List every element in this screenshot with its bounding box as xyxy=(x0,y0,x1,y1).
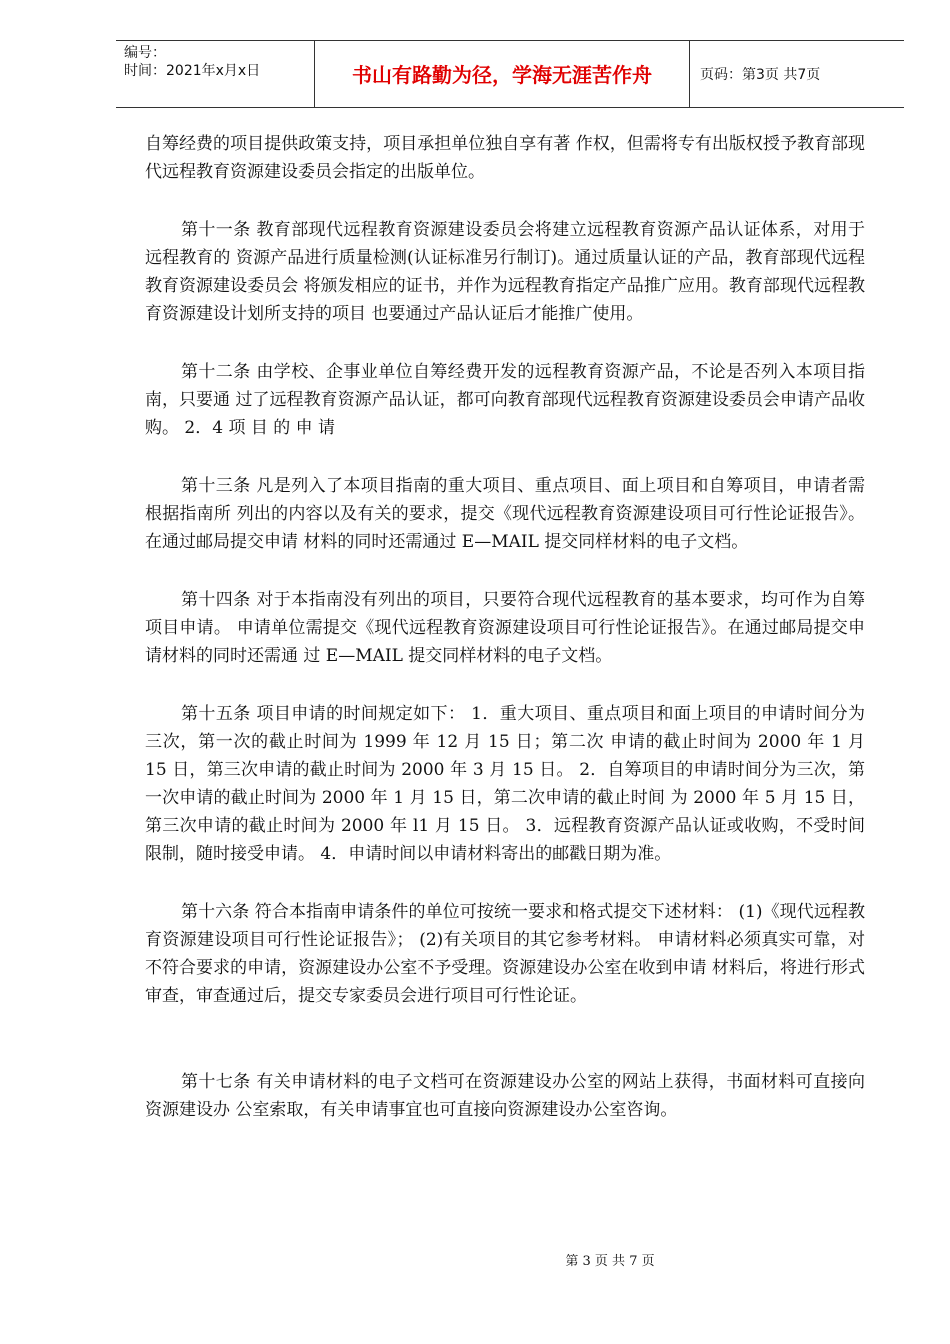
header-page-info: 页码：第3页 共7页 xyxy=(700,67,821,83)
paragraph-article-17: 第十七条 有关申请材料的电子文档可在资源建设办公室的网站上获得，书面材料可直接向资源建设办 公室索取，有关申请事宜也可直接向资源建设办公室咨询。 xyxy=(145,1072,865,1120)
document-number-label: 编号： xyxy=(124,45,166,61)
header-middle-cell xyxy=(315,41,690,107)
paragraph-article-15: 第十五条 项目申请的时间规定如下： 1．重大项目、重点项目和面上项目的申请时间分为三次，第一次的截止时间为 1999 年 12 月 15 日；第二次 申请的截止时间为 2000 年 1 月 15 日，第三次申请的截止时间为 2000 年 3 月 15 日。 2．自筹项目的申请时间分为三次，第一次申请的截止时间为 2000 年 1 月 15 日，第二次申请的截止时间 为 2000 年 5 月 15 日，第三次申请的截止时间为 2000 年 l1 月 15 日。 3．远程教育资源产品认证或收购，不受时间限制，随时接受申请。 4．申请时间以申请材料寄出的邮戳日期为准。 xyxy=(145,704,865,864)
page-header xyxy=(116,40,904,108)
page-footer: 第 3 页 共 7 页 xyxy=(565,1254,655,1269)
paragraph-article-16: 第十六条 符合本指南申请条件的单位可按统一要求和格式提交下述材料： (1)《现代远程教育资源建设项目可行性论证报告》； (2)有关项目的其它参考材料。 申请材料必须真实可靠，对不符合要求的申请，资源建设办公室不予受理。资源建设办公室在收到申请 材料后，将进行形式审查，审查通过后，提交专家委员会进行项目可行性论证。 xyxy=(145,902,865,1006)
header-left-cell xyxy=(116,41,315,107)
paragraph-article-11: 第十一条 教育部现代远程教育资源建设委员会将建立远程教育资源产品认证体系，对用于远程教育的 资源产品进行质量检测(认证标准另行制订)。通过质量认证的产品，教育部现代远程教育资源建设委员会 将颁发相应的证书，并作为远程教育指定产品推广应用。教育部现代远程教育资源建设计划所支持的项目 也要通过产品认证后才能推广使用。 xyxy=(145,220,865,324)
paragraph-article-12: 第十二条 由学校、企事业单位自筹经费开发的远程教育资源产品，不论是否列入本项目指南，只要通 过了远程教育资源产品认证，都可向教育部现代远程教育资源建设委员会申请产品收购。 2．4 项 目 的 申 请 xyxy=(145,362,865,438)
document-time-label: 时间：2021年x月x日 xyxy=(124,63,261,79)
header-motto: 书山有路勤为径，学海无涯苦作舟 xyxy=(352,63,652,87)
header-right-cell xyxy=(690,41,904,107)
paragraph-article-13: 第十三条 凡是列入了本项目指南的重大项目、重点项目、面上项目和自筹项目，申请者需根据指南所 列出的内容以及有关的要求，提交《现代远程教育资源建设项目可行性论证报告》。在通过邮局提交申请 材料的同时还需通过 E—MAIL 提交同样材料的电子文档。 xyxy=(145,476,865,552)
paragraph-article-14: 第十四条 对于本指南没有列出的项目，只要符合现代远程教育的基本要求，均可作为自筹项目申请。 申请单位需提交《现代远程教育资源建设项目可行性论证报告》。在通过邮局提交申请材料的同时还需通 过 E—MAIL 提交同样材料的电子文档。 xyxy=(145,590,865,666)
document-body xyxy=(145,130,865,1154)
paragraph-continuation: 自筹经费的项目提供政策支持，项目承担单位独自享有著 作权，但需将专有出版权授予教育部现代远程教育资源建设委员会指定的出版单位。 xyxy=(145,134,865,182)
